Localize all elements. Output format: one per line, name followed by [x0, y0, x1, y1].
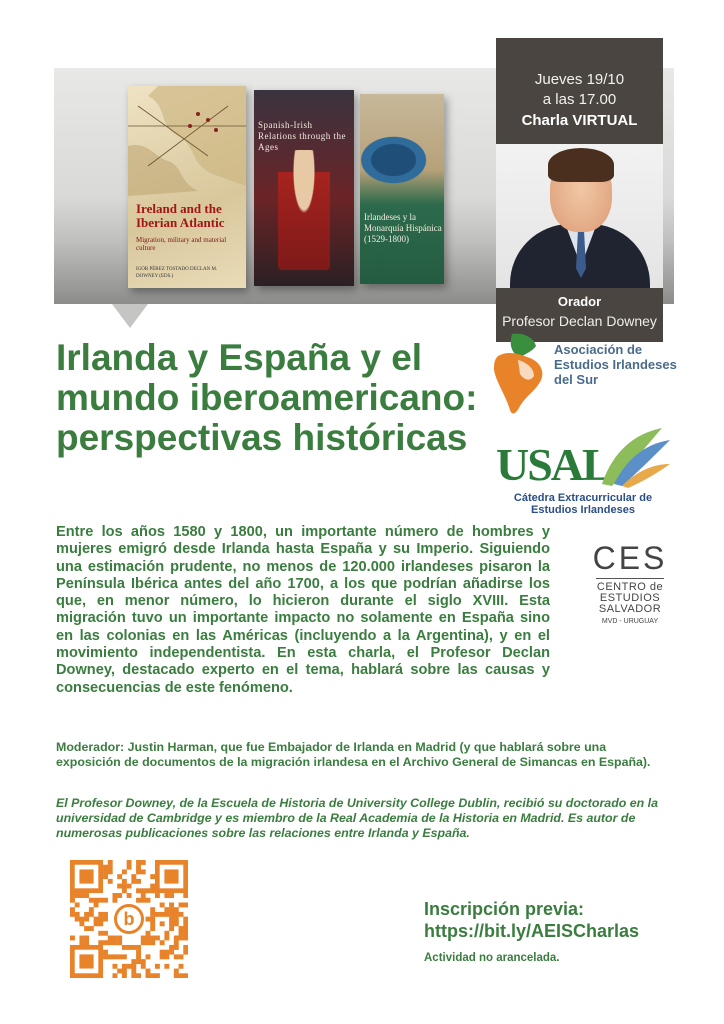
- map-illustration: [128, 86, 246, 196]
- usal-logo: [492, 424, 674, 516]
- speaker-panel: [496, 38, 663, 329]
- usal-subtitle: Cátedra Extracurricular de Estudios Irlandeses: [513, 492, 653, 516]
- speaker-label: Orador: [557, 294, 602, 309]
- book-cover-ireland-iberian-atlantic: [128, 86, 246, 288]
- free-activity-note: Actividad no arancelada.: [424, 952, 560, 964]
- registration-label: Inscripción previa:: [424, 899, 585, 919]
- ces-logo: [590, 540, 670, 640]
- photo-hair: [548, 148, 614, 182]
- banner-pointer: [112, 304, 148, 328]
- ces-line4: MVD - URUGUAY: [601, 618, 659, 625]
- ces-divider: [596, 578, 664, 579]
- event-date: Jueves 19/10: [534, 71, 625, 88]
- book3-title: Irlandeses y la Monarquía Hispánica (1529-1800): [364, 212, 442, 244]
- portrait-figure: [278, 150, 330, 270]
- qr-center-logo: b: [114, 904, 144, 934]
- usal-wordmark: USAL: [496, 439, 611, 490]
- ces-line1: CENTRO de: [596, 581, 664, 593]
- event-mode: Charla VIRTUAL: [521, 112, 638, 129]
- book1-title: Ireland and the Iberian Atlantic: [136, 201, 225, 230]
- speaker-photo: [496, 144, 663, 290]
- book-cover-spanish-irish-relations: [254, 90, 354, 286]
- book1-subtitle: Migration, military and material culture: [136, 236, 227, 252]
- book1-authors: IGOR PÉREZ TOSTADO DECLAN M. DOWNEY (EDS.): [136, 267, 218, 279]
- event-time: a las 17.00: [542, 91, 617, 108]
- ces-wordmark: CES: [592, 540, 668, 576]
- ces-line2: ESTUDIOS: [599, 592, 661, 604]
- page-title: Irlanda y España y el mundo iberoamericano: perspectivas históricas: [56, 337, 478, 458]
- wave-illustration: [360, 124, 444, 184]
- book2-title: Spanish-Irish Relations through the Ages: [258, 120, 346, 152]
- qr-code[interactable]: [70, 860, 188, 978]
- speaker-name: Profesor Declan Downey: [502, 313, 657, 329]
- ces-line3: SALVADOR: [598, 603, 662, 615]
- book-cover-irlandeses-monarquia: [360, 94, 444, 284]
- moderator-paragraph: Moderador: Justin Harman, que fue Embajador de Irlanda en Madrid (y que hablará sobre una exposición de documentos de la migración irlandesa en el Archivo General de Simancas en España).: [56, 740, 651, 769]
- aeis-map-icon: [490, 330, 556, 420]
- usal-leaf-icon: [592, 424, 672, 488]
- bio-paragraph: El Profesor Downey, de la Escuela de Historia de University College Dublin, recibió su doctorado en la universidad de Cambridge y es miembro de la Real Academia de la Historia en Madrid. Es autor de numerosas publicaciones sobre las relaciones entre Irlanda y España.: [56, 796, 659, 840]
- registration-link[interactable]: https://bit.ly/AEISCharlas: [424, 921, 640, 941]
- aeis-logo-text: Asociación de Estudios Irlandeses del Sur: [554, 342, 677, 387]
- intro-paragraph: Entre los años 1580 y 1800, un importante número de hombres y mujeres emigró desde Irlanda hasta España y su Imperio. Siguiendo una estimación prudente, no menos de 120.000 irlandeses pisaron la Península Ibérica antes del año 1700, a los que podrían añadirse los que, en menor número, lo hicieron durante el siglo XVIII. Esta migración tuvo un importante impacto no solamente en España sino en las colonias en las Américas (incluyendo a la Argentina), y en el movimiento independentista. En esta charla, el Profesor Declan Downey, destacado experto en el tema, hablará sobre las causas y consecuencias de este fenómeno.: [56, 524, 550, 696]
- aeis-logo: [490, 330, 676, 420]
